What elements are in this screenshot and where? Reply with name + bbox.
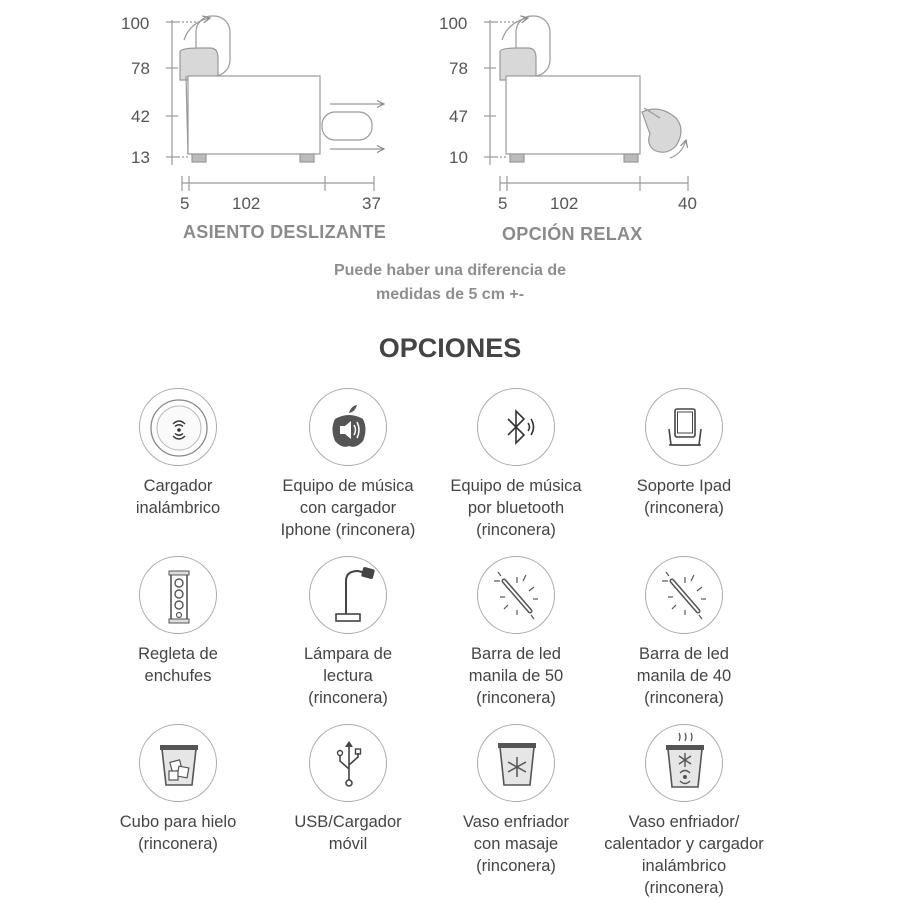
- option-label: Equipo de música por bluetooth (rinconera): [450, 477, 582, 539]
- section-title: OPCIONES: [378, 333, 522, 363]
- option-label: Soporte Ipad (rinconera): [636, 477, 732, 517]
- width-label-depth: 102: [550, 194, 579, 213]
- width-label-depth: 102: [232, 194, 261, 213]
- height-label-seat: 47: [449, 107, 468, 126]
- apple-speaker-icon: [309, 388, 387, 466]
- led-bar-icon: [477, 556, 555, 634]
- diagram-title-relax: OPCIÓN RELAX: [502, 224, 643, 244]
- height-label-base: 10: [449, 148, 468, 167]
- sofa-relax-drawing: [484, 16, 688, 191]
- cooling-cup-icon: [477, 724, 555, 802]
- measurement-note: Puede haber una diferencia de medidas de 5 cm +-: [333, 262, 567, 303]
- diagram-title-sliding-seat: ASIENTO DESLIZANTE: [183, 222, 387, 242]
- height-label-backrest: 100: [439, 14, 468, 33]
- option-label: Equipo de música con cargador Iphone (rinconera): [280, 477, 416, 539]
- option-label: USB/Cargador móvil: [294, 813, 402, 853]
- height-label-seat: 42: [131, 107, 150, 126]
- option-label: Cargador inalámbrico: [135, 477, 221, 517]
- height-label-armrest: 78: [131, 59, 150, 78]
- reading-lamp-icon: [309, 556, 387, 634]
- option-label: Barra de led manila de 40 (rinconera): [636, 645, 732, 707]
- cooling-heating-cup-icon: [645, 724, 723, 802]
- ice-bucket-icon: [139, 724, 217, 802]
- ipad-stand-icon: [645, 388, 723, 466]
- usb-icon: [309, 724, 387, 802]
- width-label-start: 5: [180, 194, 190, 213]
- sofa-sliding-seat-drawing: [166, 16, 384, 191]
- option-item: [584, 388, 784, 519]
- height-label-armrest: 78: [449, 59, 468, 78]
- power-strip-icon: [139, 556, 217, 634]
- option-item: [584, 556, 784, 709]
- option-label: Vaso enfriador con masaje (rinconera): [462, 813, 570, 875]
- option-label: Vaso enfriador/ calentador y cargador inalámbrico (rinconera): [604, 813, 764, 897]
- width-label-extension: 40: [678, 194, 697, 213]
- option-item: [584, 724, 784, 899]
- option-label: Cubo para hielo (rinconera): [119, 813, 237, 853]
- led-bar-icon: [645, 556, 723, 634]
- wireless-charger-icon: [139, 388, 217, 466]
- height-label-base: 13: [131, 148, 150, 167]
- bluetooth-icon: [477, 388, 555, 466]
- width-label-start: 5: [498, 194, 508, 213]
- option-label: Barra de led manila de 50 (rinconera): [468, 645, 564, 707]
- option-label: Regleta de enchufes: [138, 645, 218, 685]
- option-label: Lámpara de lectura (rinconera): [303, 645, 393, 707]
- height-label-backrest: 100: [121, 14, 150, 33]
- width-label-extension: 37: [362, 194, 381, 213]
